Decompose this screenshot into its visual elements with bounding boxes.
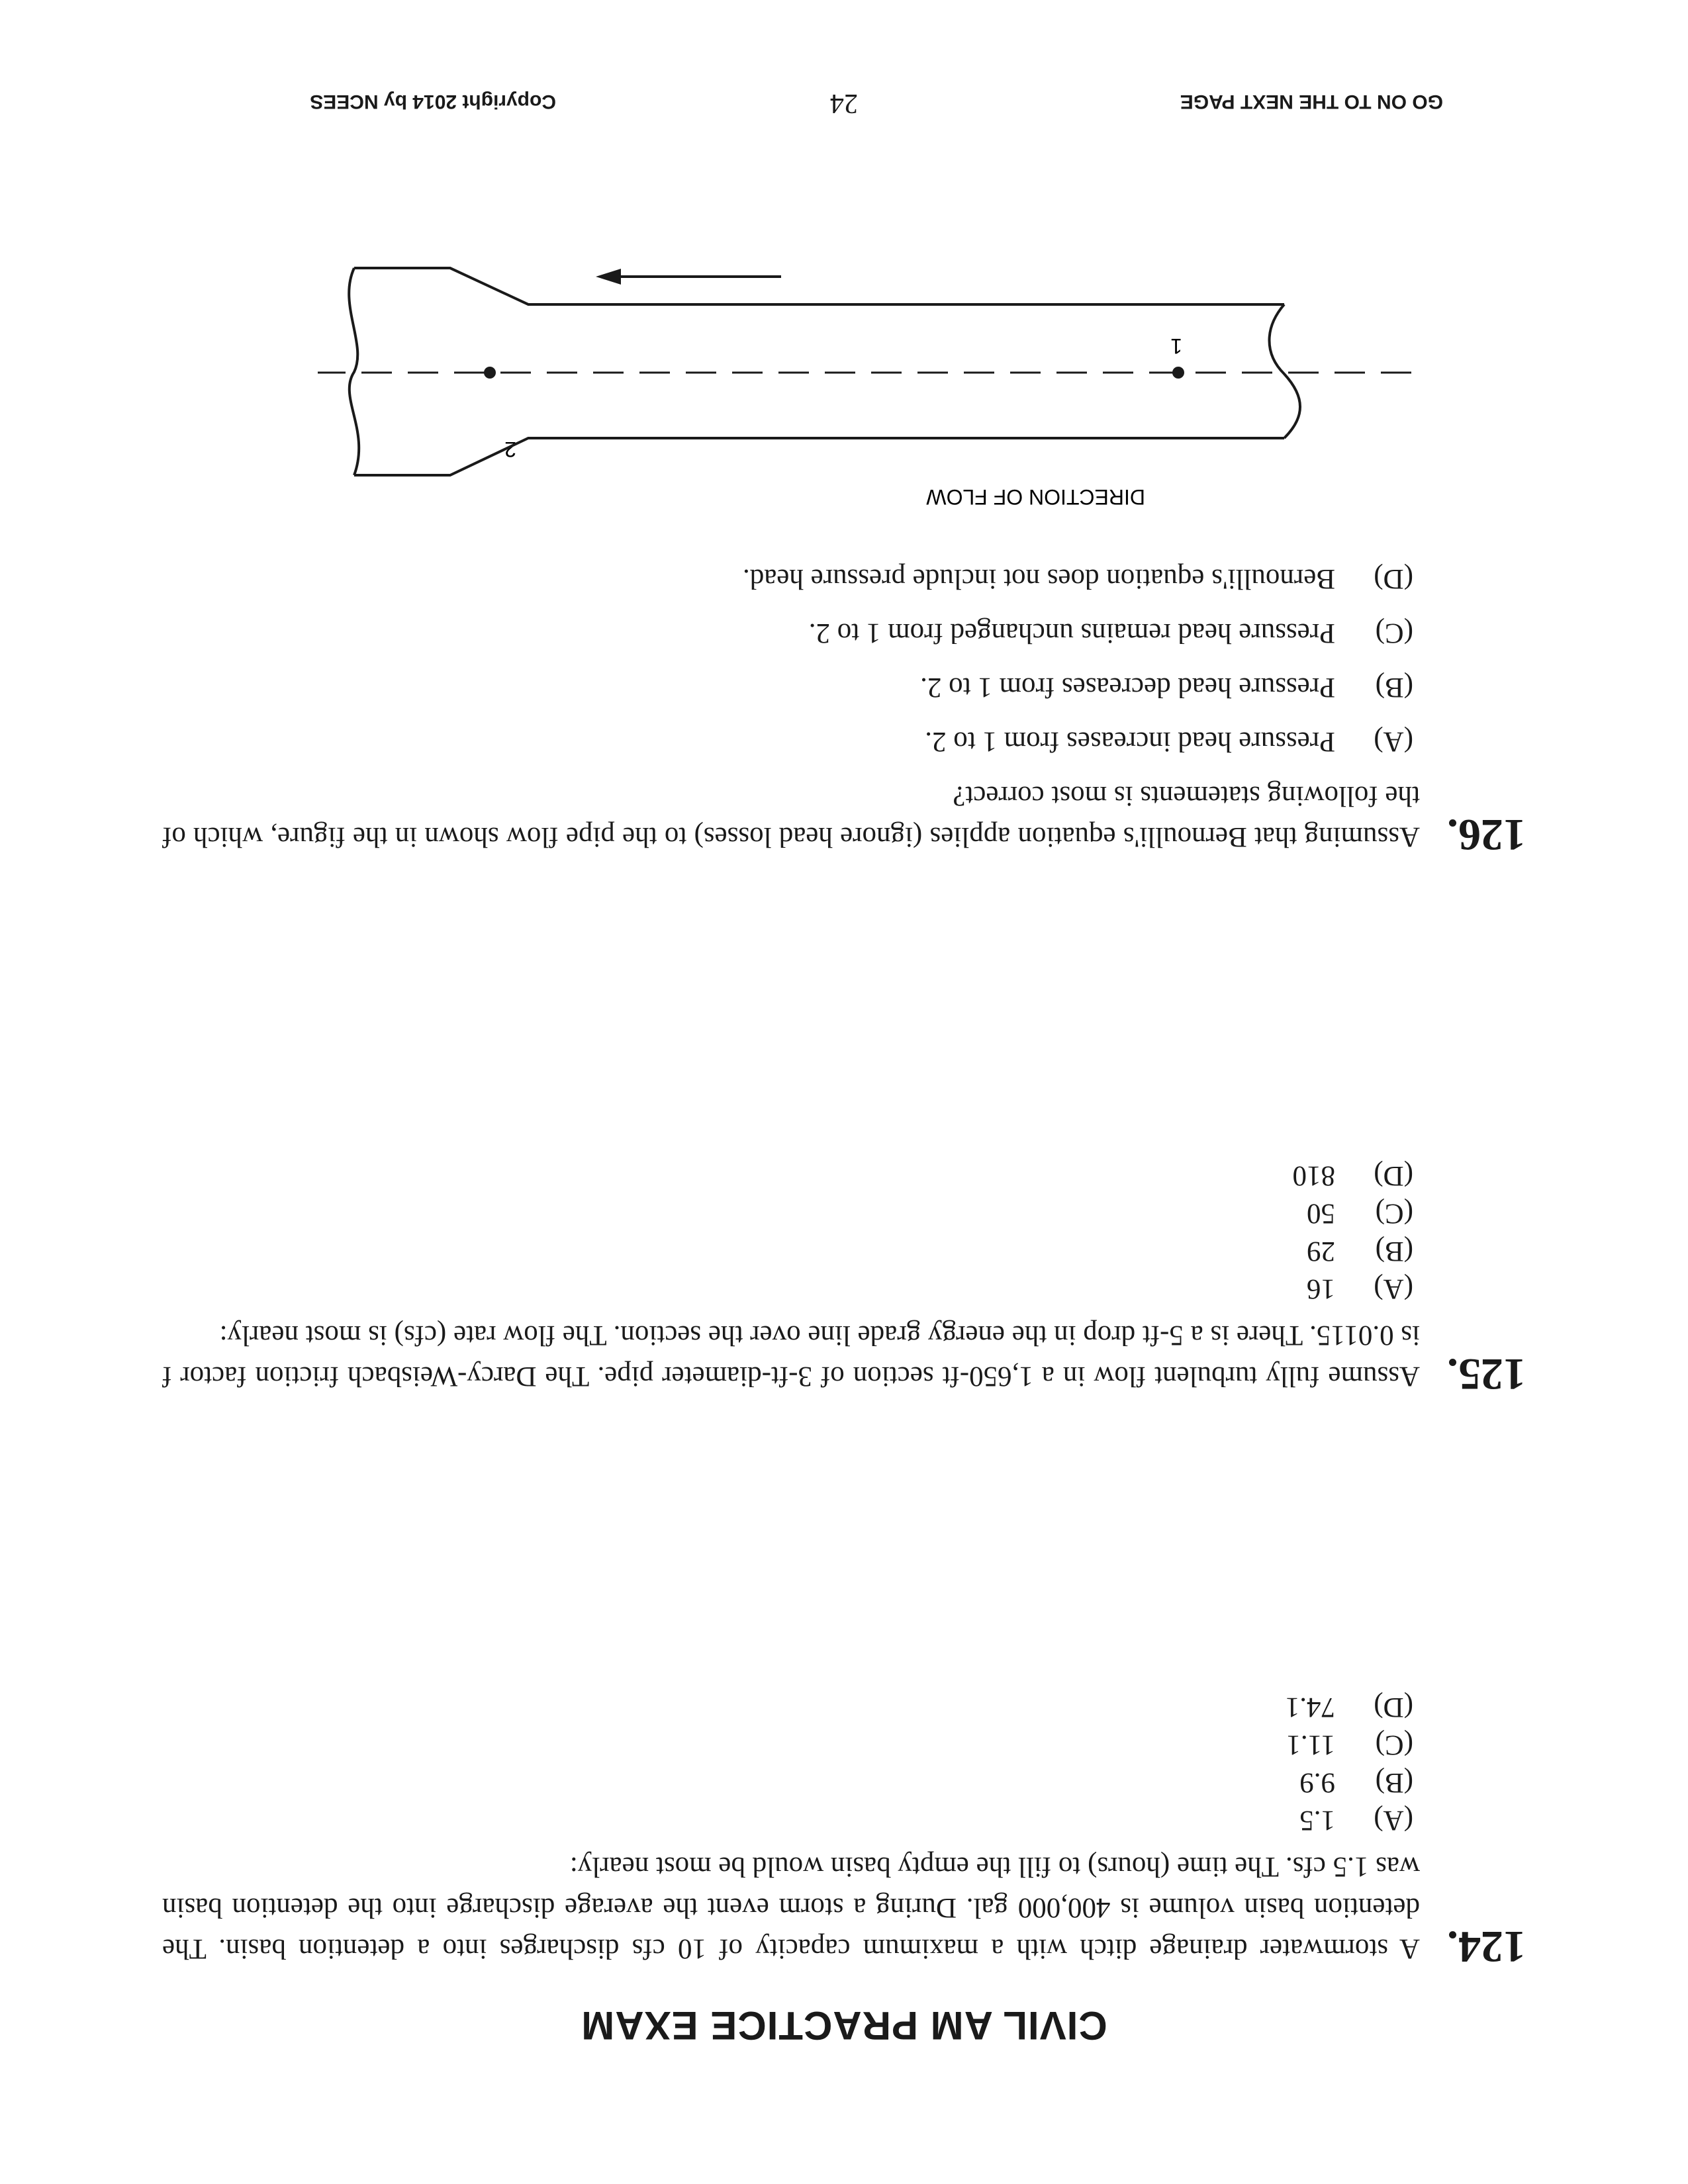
option-value: Pressure head decreases from 1 to 2.	[920, 672, 1335, 703]
option-value: Pressure head increases from 1 to 2.	[925, 726, 1335, 757]
point-2-label: 2	[504, 437, 516, 461]
option-c[interactable]	[162, 1195, 1420, 1232]
option-b[interactable]	[162, 652, 1420, 706]
flow-arrow	[596, 269, 781, 285]
option-value: 50	[1307, 1198, 1335, 1229]
question-number: 126.	[1447, 810, 1526, 860]
answer-options	[162, 1688, 1420, 1839]
point-2-marker	[484, 367, 496, 379]
option-letter: (C)	[1375, 1729, 1413, 1760]
answer-options	[162, 543, 1420, 760]
footer-next-page: GO ON TO THE NEXT PAGE	[1180, 91, 1443, 113]
option-letter: (C)	[1375, 1198, 1413, 1229]
option-letter: (B)	[1375, 672, 1413, 703]
question-number: 124.	[1447, 1922, 1526, 1972]
option-letter: (B)	[1375, 1767, 1413, 1798]
option-value: 16	[1307, 1273, 1335, 1304]
flow-direction-label: DIRECTION OF FLOW	[926, 485, 1145, 509]
pipe-break-left	[1270, 304, 1301, 438]
option-value: 74.1	[1285, 1692, 1335, 1723]
footer-copyright: Copyright 2014 by NCEES	[310, 91, 556, 113]
question-124	[162, 1688, 1526, 1972]
option-a[interactable]	[162, 1270, 1420, 1308]
option-value: 810	[1292, 1160, 1335, 1191]
point-1-marker	[1172, 367, 1184, 379]
pipe-break-right	[349, 268, 359, 475]
option-value: 9.9	[1299, 1767, 1335, 1798]
option-letter: (A)	[1374, 726, 1413, 757]
question-number: 125.	[1447, 1349, 1526, 1400]
option-c[interactable]	[162, 598, 1420, 652]
option-b[interactable]	[162, 1764, 1420, 1801]
option-value: 11.1	[1286, 1729, 1335, 1760]
question-text: Assume fully turbulent flow in a 1,650-ft section of 3-ft-diameter pipe. The Darcy-Weisbach friction factor f is 0.0115. There is a 5-ft drop in the energy grade line over the section. The flow rate (cfs) is most nearly:	[162, 1320, 1420, 1392]
option-d[interactable]	[162, 1688, 1420, 1726]
option-letter: (A)	[1374, 1273, 1413, 1304]
option-value: 29	[1307, 1236, 1335, 1267]
page-title: CIVIL AM PRACTICE EXAM	[581, 2003, 1107, 2048]
option-letter: (D)	[1374, 1160, 1413, 1191]
option-a[interactable]	[162, 706, 1420, 760]
option-value: 1.5	[1299, 1805, 1335, 1836]
question-text: Assuming that Bernoulli's equation applies (ignore head losses) to the pipe flow shown in the figure, which of the following statements is most correct?	[162, 780, 1420, 852]
option-letter: (D)	[1374, 1692, 1413, 1723]
arrowhead-icon	[596, 269, 621, 285]
option-value: Bernoulli's equation does not include pressure head.	[742, 563, 1335, 594]
option-d[interactable]	[162, 543, 1420, 598]
option-c[interactable]	[162, 1726, 1420, 1764]
point-1-label: 1	[1170, 334, 1182, 358]
option-letter: (D)	[1374, 563, 1413, 594]
option-b[interactable]	[162, 1232, 1420, 1270]
option-a[interactable]	[162, 1801, 1420, 1839]
question-125	[162, 1157, 1526, 1400]
option-value: Pressure head remains unchanged from 1 to 2.	[808, 617, 1335, 649]
question-126	[162, 543, 1526, 860]
page-number: 24	[830, 88, 858, 118]
option-letter: (B)	[1375, 1236, 1413, 1267]
question-text: A stormwater drainage ditch with a maximum capacity of 10 cfs discharges into a detention basin. The detention basin volume is 400,000 gal. During a storm event the average discharge into the detention basin was 1.5 cfs. The time (hours) to fill the empty basin would be most nearly:	[162, 1851, 1420, 1964]
answer-options	[162, 1157, 1420, 1308]
option-letter: (C)	[1375, 617, 1413, 649]
option-letter: (A)	[1374, 1805, 1413, 1836]
pipe-flow-figure	[311, 265, 1423, 516]
option-d[interactable]	[162, 1157, 1420, 1195]
